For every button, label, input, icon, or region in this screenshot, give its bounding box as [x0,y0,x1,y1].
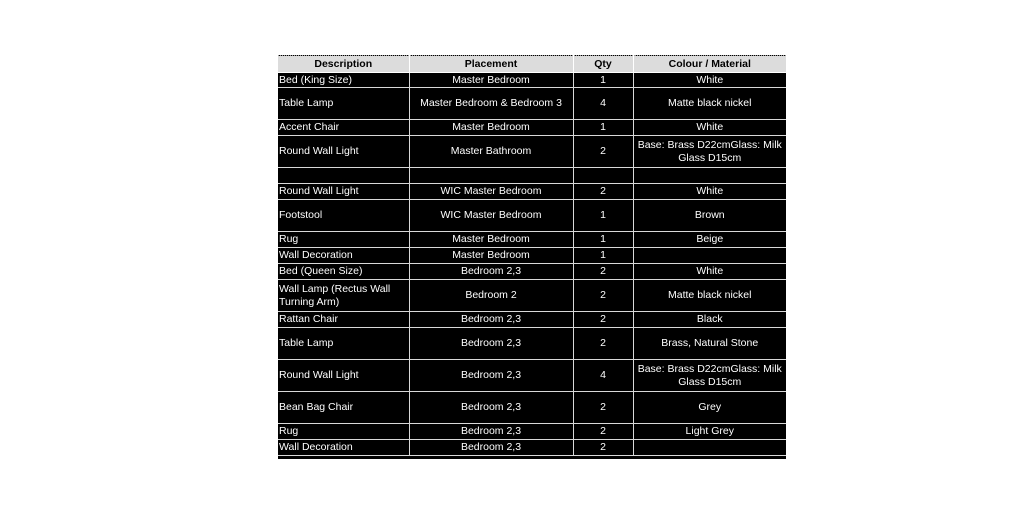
description-cell: Wall Lamp (Rectus Wall Turning Arm) [278,280,409,312]
colour-material-cell [633,248,786,264]
qty-cell: 2 [573,184,633,200]
description-cell: Bean Bag Chair [278,392,409,424]
qty-cell: 2 [573,312,633,328]
qty-cell: 1 [573,200,633,232]
table-row [278,424,786,440]
header-qty: Qty [573,56,633,73]
table-row [278,312,786,328]
placement-cell: Master Bathroom [409,136,573,168]
table-row [278,280,786,312]
colour-material-cell: Matte black nickel [633,280,786,312]
table-row [278,248,786,264]
qty-cell: 1 [573,248,633,264]
description-cell: Bed (Queen Size) [278,264,409,280]
header-placement: Placement [409,56,573,73]
header-description: Description [278,56,409,73]
placement-cell [409,168,573,184]
qty-cell: 2 [573,440,633,456]
table-row [278,73,786,88]
placement-cell: Master Bedroom [409,232,573,248]
table-row [278,120,786,136]
header-row [278,56,786,73]
qty-cell: 4 [573,88,633,120]
placement-cell: Bedroom 2,3 [409,360,573,392]
placement-cell: Bedroom 2,3 [409,440,573,456]
placement-cell: Bedroom 2,3 [409,424,573,440]
description-cell: Rug [278,232,409,248]
colour-material-cell [633,168,786,184]
placement-cell: Bedroom 2 [409,280,573,312]
schedule-table [278,55,786,456]
table-row [278,136,786,168]
qty-cell [573,168,633,184]
description-cell: Table Lamp [278,328,409,360]
placement-cell: Master Bedroom [409,120,573,136]
table-row [278,200,786,232]
colour-material-cell: Black [633,312,786,328]
placement-cell: WIC Master Bedroom [409,200,573,232]
qty-cell: 2 [573,328,633,360]
description-cell: Wall Decoration [278,248,409,264]
colour-material-cell [633,440,786,456]
description-cell: Table Lamp [278,88,409,120]
colour-material-cell: White [633,120,786,136]
description-cell: Rattan Chair [278,312,409,328]
qty-cell: 4 [573,360,633,392]
table-row [278,232,786,248]
colour-material-cell: Base: Brass D22cmGlass: Milk Glass D15cm [633,136,786,168]
colour-material-cell: White [633,73,786,88]
colour-material-cell: Brass, Natural Stone [633,328,786,360]
description-cell: Footstool [278,200,409,232]
description-cell: Round Wall Light [278,360,409,392]
table-row [278,328,786,360]
table-row [278,264,786,280]
qty-cell: 1 [573,120,633,136]
colour-material-cell: Matte black nickel [633,88,786,120]
qty-cell: 2 [573,392,633,424]
description-cell: Rug [278,424,409,440]
colour-material-cell: Beige [633,232,786,248]
table-row [278,440,786,456]
colour-material-cell: Light Grey [633,424,786,440]
placement-cell: WIC Master Bedroom [409,184,573,200]
description-cell: Wall Decoration [278,440,409,456]
colour-material-cell: Grey [633,392,786,424]
placement-cell: Bedroom 2,3 [409,312,573,328]
placement-cell: Bedroom 2,3 [409,328,573,360]
placement-cell: Master Bedroom [409,73,573,88]
description-cell: Bed (King Size) [278,73,409,88]
qty-cell: 1 [573,73,633,88]
table-row [278,168,786,184]
qty-cell: 2 [573,264,633,280]
table-row [278,392,786,424]
schedule-body [278,73,786,456]
placement-cell: Master Bedroom & Bedroom 3 [409,88,573,120]
colour-material-cell: Base: Brass D22cmGlass: Milk Glass D15cm [633,360,786,392]
colour-material-cell: White [633,264,786,280]
qty-cell: 2 [573,280,633,312]
qty-cell: 1 [573,232,633,248]
table-row [278,360,786,392]
colour-material-cell: White [633,184,786,200]
table-row [278,88,786,120]
placement-cell: Master Bedroom [409,248,573,264]
description-cell: Round Wall Light [278,136,409,168]
description-cell: Accent Chair [278,120,409,136]
table-row [278,184,786,200]
qty-cell: 2 [573,424,633,440]
description-cell: Round Wall Light [278,184,409,200]
description-cell [278,168,409,184]
placement-cell: Bedroom 2,3 [409,392,573,424]
furniture-schedule [278,55,786,459]
qty-cell: 2 [573,136,633,168]
placement-cell: Bedroom 2,3 [409,264,573,280]
colour-material-cell: Brown [633,200,786,232]
header-colour-material: Colour / Material [633,56,786,73]
